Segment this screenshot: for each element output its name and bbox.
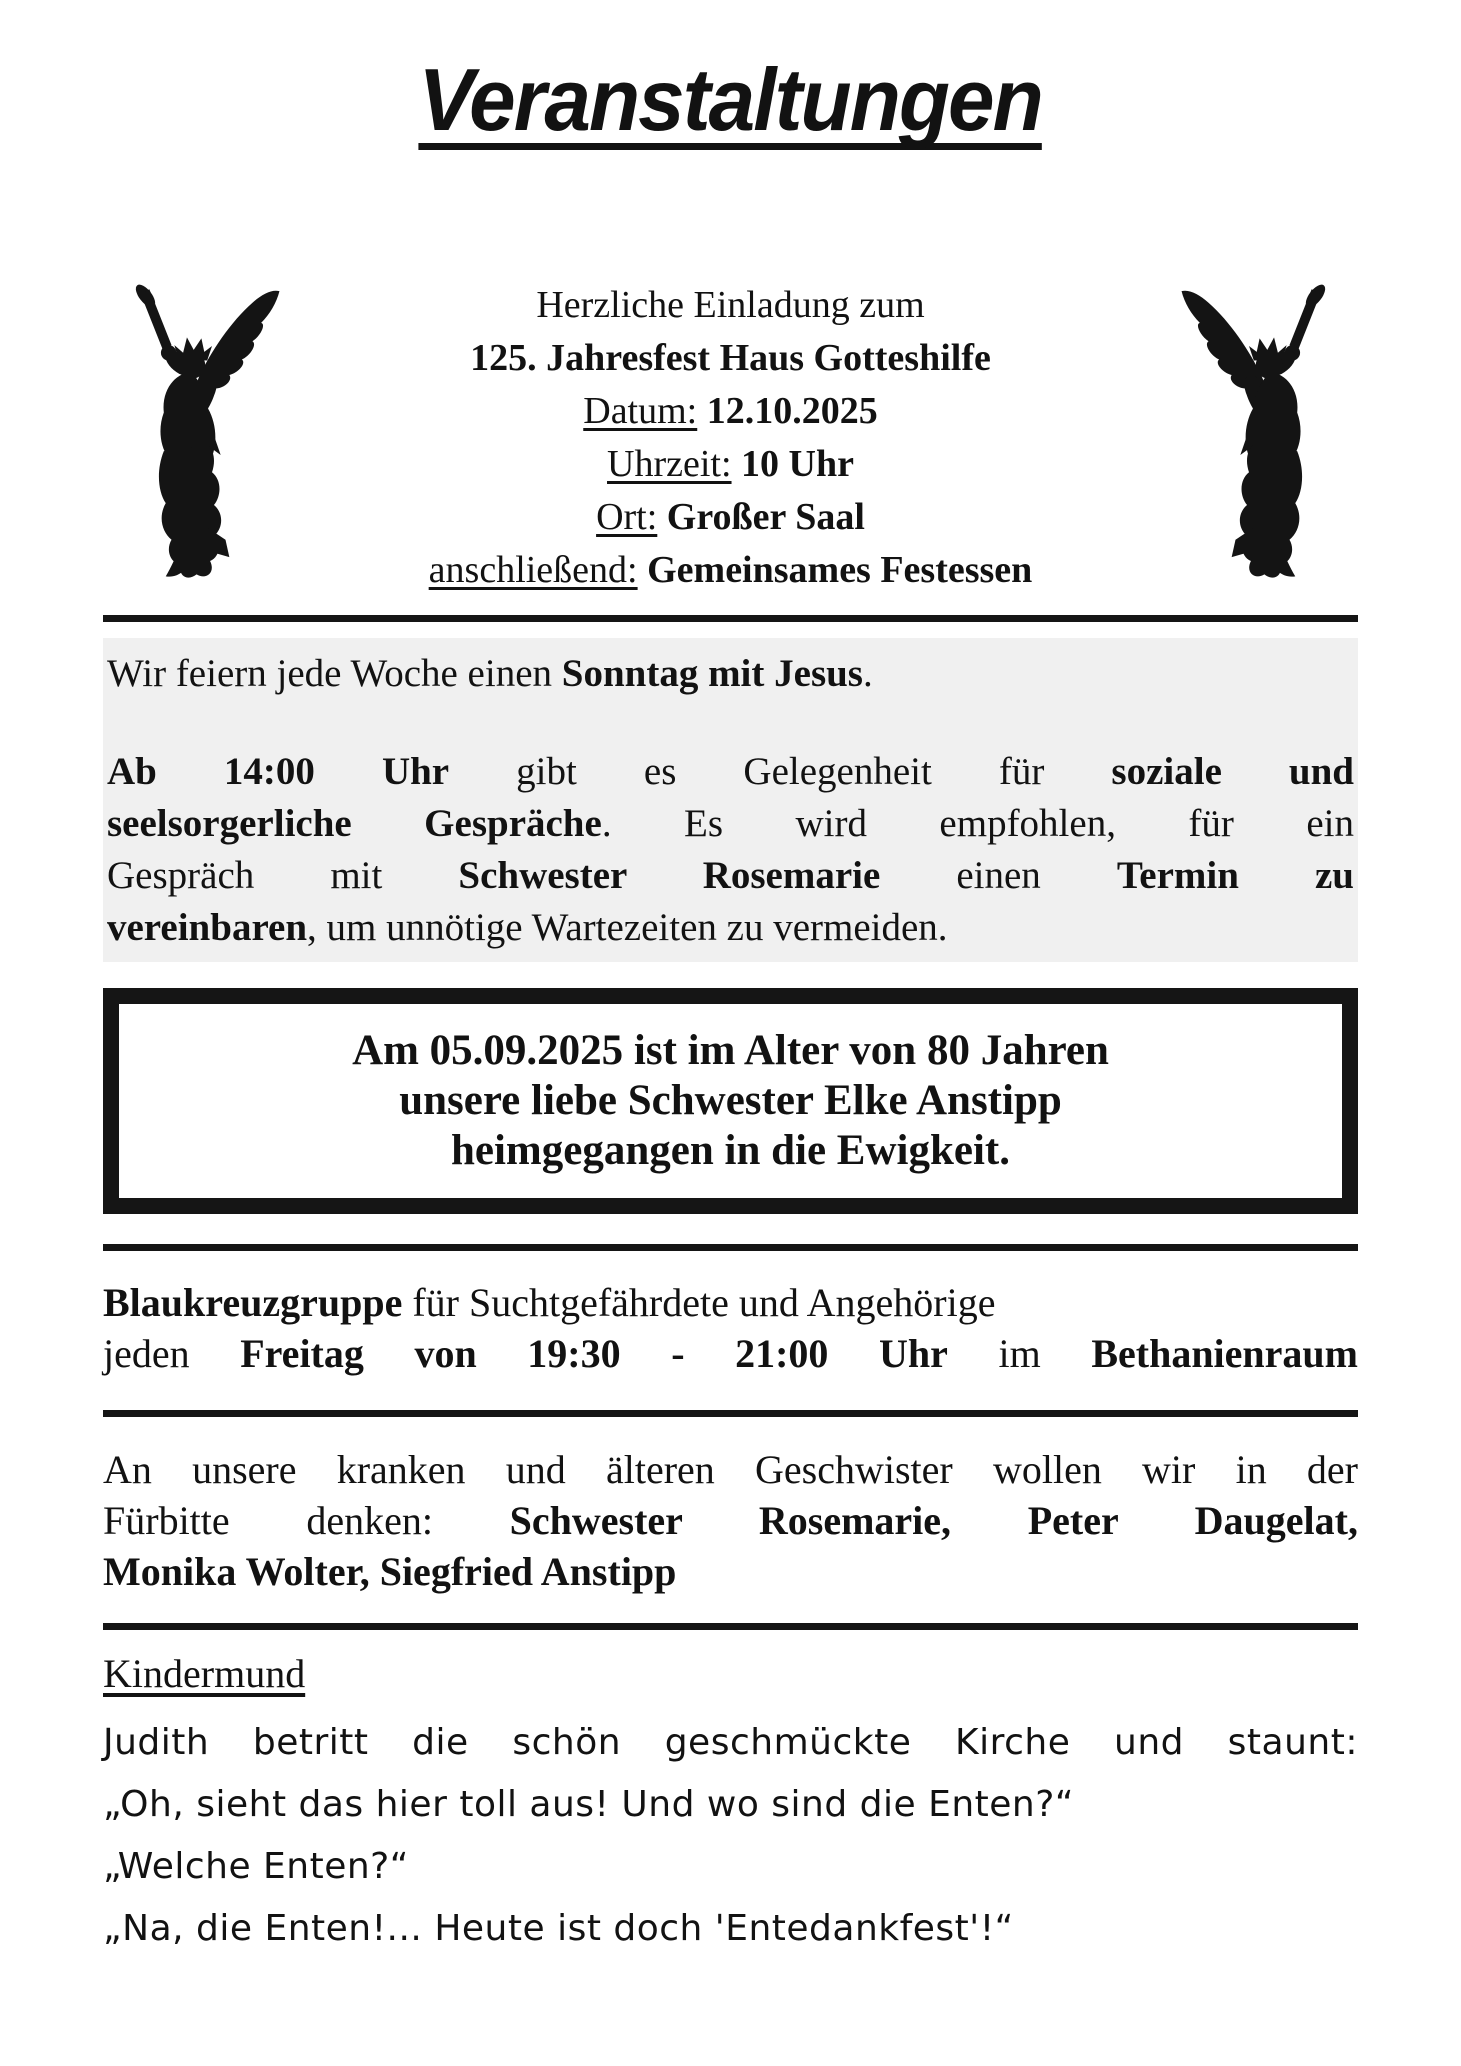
kindermund-line: Judith betritt die schön geschmückte Kirche und staunt: — [103, 1721, 1358, 1763]
obituary-box — [103, 988, 1358, 1214]
kindermund-line: „Oh, sieht das hier toll aus! Und wo sind die Enten?“ — [103, 1783, 1075, 1825]
weekly-notice-section — [103, 638, 1358, 962]
invitation-date-row — [330, 385, 1131, 438]
blue-cross-section — [103, 1277, 1358, 1379]
invitation-date-value: 12.10.2025 — [706, 389, 878, 432]
afternoon-notice-line: vereinbaren, um unnötige Wartezeiten zu vermeiden. — [107, 905, 948, 949]
weekly-notice-line: Wir feiern jede Woche einen Sonntag mit Jesus. — [107, 651, 873, 695]
invitation-time-label: Uhrzeit: — [607, 442, 732, 485]
section-divider-3 — [103, 1410, 1358, 1417]
intercession-line: Fürbitte denken: Schwester Rosemarie, Peter Daugelat, — [103, 1497, 1358, 1543]
afternoon-notice-line: Gespräch mit Schwester Rosemarie einen Termin zu — [107, 853, 1354, 897]
invitation-place-label: Ort: — [596, 495, 658, 538]
kindermund-section — [103, 1650, 1358, 1960]
angel-trumpet-left-icon — [106, 267, 318, 587]
obituary-line: unsere liebe Schwester Elke Anstipp — [399, 1076, 1062, 1124]
afternoon-notice-line: seelsorgerliche Gespräche. Es wird empfohlen, für ein — [107, 801, 1354, 845]
section-divider-1 — [103, 615, 1358, 622]
intercession-line: Monika Wolter, Siegfried Anstipp — [103, 1548, 677, 1594]
kindermund-line: „Welche Enten?“ — [103, 1845, 409, 1887]
intercession-section — [103, 1444, 1358, 1597]
invitation-after-label: anschließend: — [428, 548, 638, 591]
blue-cross-line: jeden Freitag von 19:30 - 21:00 Uhr im Bethanienraum — [103, 1330, 1358, 1376]
invitation-time-row — [330, 438, 1131, 491]
page-title — [0, 52, 1461, 149]
invitation-place-value: Großer Saal — [666, 495, 865, 538]
section-divider-2 — [103, 1244, 1358, 1251]
intercession-line: An unsere kranken und älteren Geschwister wollen wir in der — [103, 1446, 1358, 1492]
obituary-line: Am 05.09.2025 ist im Alter von 80 Jahren — [352, 1026, 1109, 1074]
invitation-text — [330, 267, 1131, 597]
invitation-time-value: 10 Uhr — [741, 442, 854, 485]
invitation-event-name: 125. Jahresfest Haus Gotteshilfe — [470, 336, 991, 379]
invitation-intro: Herzliche Einladung zum — [536, 283, 925, 326]
angel-trumpet-right-icon — [1143, 267, 1355, 587]
invitation-date-label: Datum: — [583, 389, 698, 432]
blue-cross-line: Blaukreuzgruppe für Suchtgefährdete und Angehörige — [103, 1279, 996, 1325]
afternoon-notice-line: Ab 14:00 Uhr gibt es Gelegenheit für soziale und — [107, 749, 1354, 793]
invitation-after-value: Gemeinsames Festessen — [647, 548, 1033, 591]
section-divider-4 — [103, 1623, 1358, 1630]
kindermund-line: „Na, die Enten!... Heute ist doch 'Entedankfest'!“ — [103, 1907, 1014, 1949]
invitation-place-row — [330, 491, 1131, 544]
obituary-line: heimgegangen in die Ewigkeit. — [450, 1126, 1011, 1174]
invitation-banner — [0, 267, 1461, 592]
kindermund-heading: Kindermund — [103, 1650, 306, 1696]
page-title-text: Veranstaltungen — [418, 50, 1043, 149]
invitation-after-row — [330, 544, 1131, 597]
